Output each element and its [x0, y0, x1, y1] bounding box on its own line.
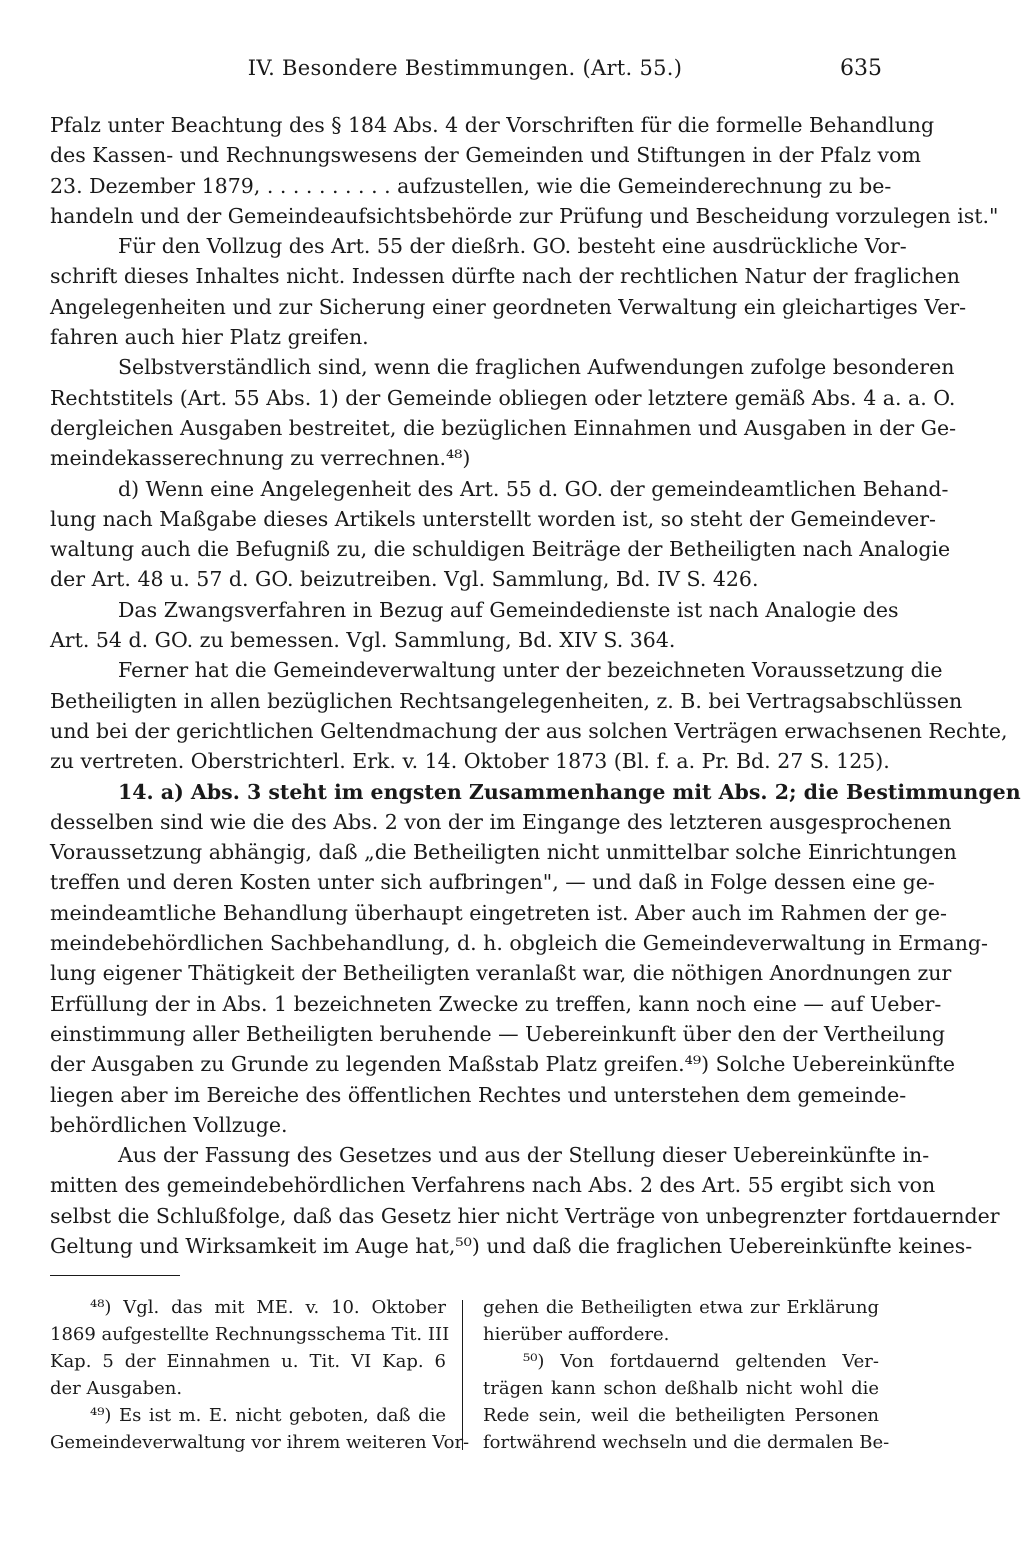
- text-line: selbst die Schlußfolge, daß das Gesetz hier nicht Verträge von unbegrenzter fortdauernder: [50, 1203, 1000, 1228]
- footnote-line: hierüber auffordere.: [483, 1324, 670, 1345]
- text-line: Das Zwangsverfahren in Bezug auf Gemeindedienste ist nach Analogie des: [118, 597, 899, 622]
- text-line: lung nach Maßgabe dieses Artikels unterstellt worden ist, so steht der Gemeindever-: [50, 506, 936, 531]
- footnote-line: der Ausgaben.: [50, 1378, 183, 1399]
- footnote-line: gehen die Betheiligten etwa zur Erklärung: [483, 1297, 879, 1318]
- text-line: meindebehördlichen Sachbehandlung, d. h. obgleich die Gemeindeverwaltung in Ermang-: [50, 931, 988, 956]
- footnote-column-divider: [462, 1300, 463, 1450]
- footnote-line: ⁵⁰) Von fortdauernd geltenden Ver-: [523, 1351, 879, 1372]
- text-line: zu vertreten. Oberstrichterl. Erk. v. 14. Oktober 1873 (Bl. f. a. Pr. Bd. 27 S. 125).: [50, 749, 890, 774]
- text-line: 23. Dezember 1879, . . . . . . . . . . aufzustellen, wie die Gemeinderechnung zu be-: [50, 173, 892, 198]
- text-line: treffen und deren Kosten unter sich aufbringen", — und daß in Folge dessen eine ge-: [50, 870, 935, 895]
- page-number: 635: [840, 56, 882, 81]
- text-line: des Kassen- und Rechnungswesens der Gemeinden und Stiftungen in der Pfalz vom: [50, 143, 921, 168]
- text-line: Pfalz unter Beachtung des § 184 Abs. 4 der Vorschriften für die formelle Behandlung: [50, 113, 935, 137]
- text-line: Angelegenheiten und zur Sicherung einer geordneten Verwaltung ein gleichartiges Ver-: [50, 294, 967, 319]
- text-line: Rechtstitels (Art. 55 Abs. 1) der Gemeinde obliegen oder letztere gemäß Abs. 4 a. a. O.: [50, 385, 956, 410]
- text-line: d) Wenn eine Angelegenheit des Art. 55 d. GO. der gemeindeamtlichen Behand-: [118, 476, 949, 501]
- text-line: einstimmung aller Betheiligten beruhende — Uebereinkunft über den der Vertheilung: [50, 1021, 946, 1046]
- text-line: Voraussetzung abhängig, daß „die Betheiligten nicht unmittelbar solche Einrichtungen: [50, 840, 957, 865]
- text-line: Für den Vollzug des Art. 55 der dießrh. GO. besteht eine ausdrückliche Vor-: [118, 234, 907, 259]
- footnote-line: fortwährend wechseln und die dermalen Be-: [483, 1432, 890, 1453]
- footnote-line: ⁴⁹) Es ist m. E. nicht geboten, daß die: [90, 1405, 446, 1426]
- text-line: Ferner hat die Gemeindeverwaltung unter der bezeichneten Voraussetzung die: [118, 658, 943, 683]
- text-line: 14. a) Abs. 3 steht im engsten Zusammenhange mit Abs. 2; die Bestimmungen: [118, 779, 1021, 804]
- text-line: desselben sind wie die des Abs. 2 von der im Eingange des letzteren ausgesprochenen: [50, 809, 952, 834]
- footnotes-right-column: [483, 1294, 890, 1456]
- footnote-line: ⁴⁸) Vgl. das mit ME. v. 10. Oktober: [90, 1297, 446, 1318]
- text-line: Selbstverständlich sind, wenn die fraglichen Aufwendungen zufolge besonderen: [118, 355, 955, 380]
- body-text: [50, 110, 1021, 1261]
- text-line: lung eigener Thätigkeit der Betheiligten veranlaßt war, die nöthigen Anordnungen zur: [50, 961, 952, 986]
- text-line: Betheiligten in allen bezüglichen Rechtsangelegenheiten, z. B. bei Vertragsabschlüssen: [50, 688, 963, 713]
- text-line: schrift dieses Inhaltes nicht. Indessen dürfte nach der rechtlichen Natur der fraglichen: [50, 264, 960, 289]
- text-line: dergleichen Ausgaben bestreitet, die bezüglichen Einnahmen und Ausgaben in der Ge-: [50, 415, 957, 440]
- text-line: Art. 54 d. GO. zu bemessen. Vgl. Sammlung, Bd. XIV S. 364.: [50, 628, 676, 653]
- text-line: waltung auch die Befugniß zu, die schuldigen Beiträge der Betheiligten nach Analogie: [50, 537, 951, 562]
- text-line: meindekasserechnung zu verrechnen.⁴⁸): [50, 446, 471, 471]
- running-header: IV. Besondere Bestimmungen. (Art. 55.): [247, 56, 683, 80]
- text-line: handeln und der Gemeindeaufsichtsbehörde zur Prüfung und Bescheidung vorzulegen ist.": [50, 203, 999, 228]
- footnote-line: trägen kann schon deßhalb nicht wohl die: [483, 1378, 879, 1399]
- text-line: der Ausgaben zu Grunde zu legenden Maßstab Platz greifen.⁴⁹) Solche Uebereinkünfte: [50, 1052, 955, 1077]
- footnote-line: Rede sein, weil die betheiligten Personen: [483, 1405, 879, 1426]
- text-line: Aus der Fassung des Gesetzes und aus der Stellung dieser Uebereinkünfte in-: [118, 1143, 930, 1168]
- text-line: liegen aber im Bereiche des öffentlichen Rechtes und unterstehen dem gemeinde-: [50, 1082, 907, 1107]
- text-line: mitten des gemeindebehördlichen Verfahrens nach Abs. 2 des Art. 55 ergibt sich von: [50, 1173, 936, 1198]
- text-line: fahren auch hier Platz greifen.: [50, 325, 369, 350]
- text-line: Geltung und Wirksamkeit im Auge hat,⁵⁰) und daß die fraglichen Uebereinkünfte keines-: [50, 1233, 973, 1258]
- footnote-line: Gemeindeverwaltung vor ihrem weiteren Vor-: [50, 1432, 470, 1453]
- text-line: der Art. 48 u. 57 d. GO. beizutreiben. Vgl. Sammlung, Bd. IV S. 426.: [50, 567, 759, 592]
- footnote-line: 1869 aufgestellte Rechnungsschema Tit. III: [50, 1324, 450, 1345]
- text-line: behördlichen Vollzuge.: [50, 1112, 288, 1137]
- footnotes-left-column: [50, 1294, 470, 1456]
- text-line: meindeamtliche Behandlung überhaupt eingetreten ist. Aber auch im Rahmen der ge-: [50, 900, 947, 925]
- text-line: Erfüllung der in Abs. 1 bezeichneten Zwecke zu treffen, kann noch eine — auf Ueber-: [50, 991, 942, 1016]
- footnote-line: Kap. 5 der Einnahmen u. Tit. VI Kap. 6: [50, 1351, 446, 1372]
- footnote-rule: [50, 1275, 180, 1276]
- text-line: und bei der gerichtlichen Geltendmachung der aus solchen Verträgen erwachsenen Rechte,: [50, 718, 1008, 743]
